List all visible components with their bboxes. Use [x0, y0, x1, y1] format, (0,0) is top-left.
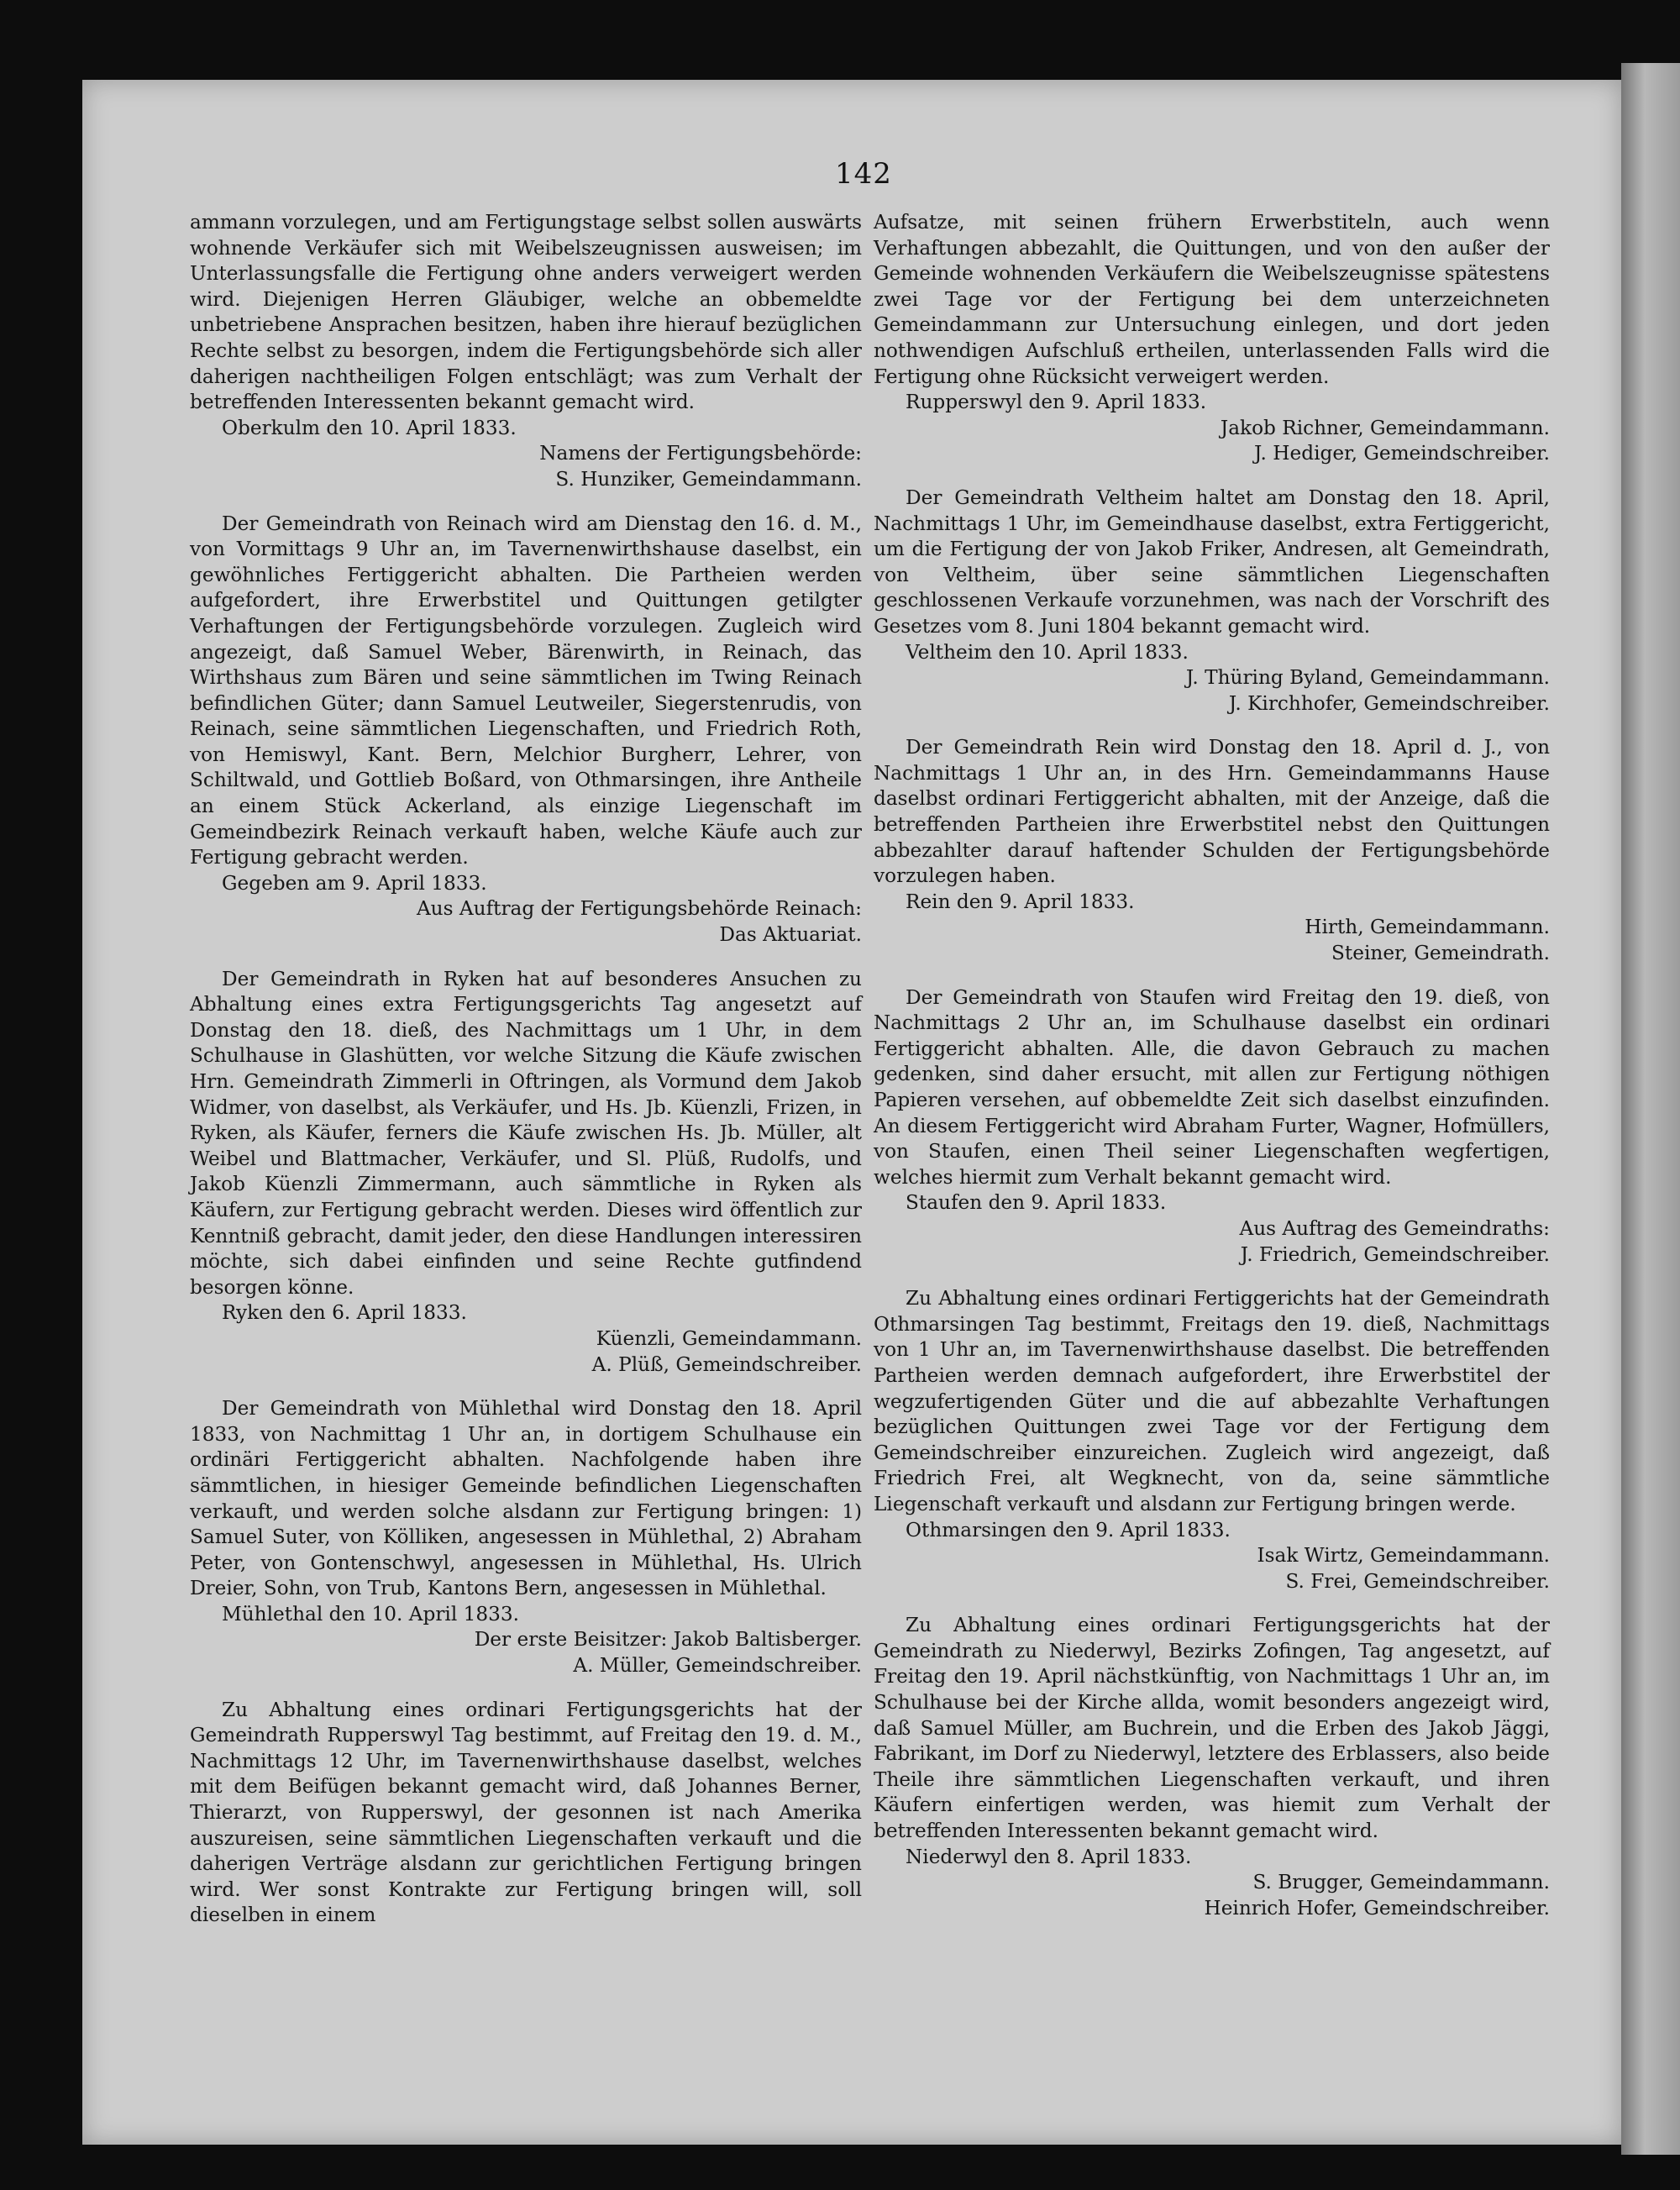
notice	[190, 967, 862, 1379]
signature-line: Namens der Fertigungsbehörde:	[539, 442, 862, 465]
notice	[874, 1286, 1550, 1594]
signature-line: Aus Auftrag der Fertigungsbehörde Reinach:	[416, 897, 862, 921]
place-date-line: Gegeben am 9. April 1833.	[222, 871, 487, 895]
notice	[874, 1613, 1550, 1921]
notice-body: Aufsatze, mit seinen frühern Erwerbstiteln, auch wenn Verhaftungen abbezahlt, die Quittungen, und von den außer der Gemeinde wohnenden Verkäufern die Weibelszeugnisse spätestens zwei Tage vor der Fertigung bei dem unterzeichneten Gemeindammann zur Untersuchung einlegen, und dort jeden nothwendigen Aufschluß ertheilen, unterlassenden Falls wird die Fertigung ohne Rücksicht verweigert werden.	[874, 211, 1550, 388]
signature-line: J. Hediger, Gemeindschreiber.	[1254, 442, 1550, 465]
signature-line: Steiner, Gemeindrath.	[1331, 942, 1550, 965]
place-date-line: Oberkulm den 10. April 1833.	[222, 416, 517, 439]
signature-line: S. Frei, Gemeindschreiber.	[1285, 1569, 1550, 1593]
signature-line: A. Plüß, Gemeindschreiber.	[591, 1352, 862, 1376]
place-date-line: Veltheim den 10. April 1833.	[906, 640, 1189, 664]
document-page	[82, 80, 1621, 2145]
notice-body: Zu Abhaltung eines ordinari Fertigungsgerichts hat der Gemeindrath Rupperswyl Tag bestimmt, auf Freitag den 19. d. M., Nachmittags 12 Uhr, im Tavernenwirthshause daselbst, welches mit dem Beifügen bekannt gemacht wird, daß Johannes Berner, Thierarzt, von Rupperswyl, der gesonnen ist nach Amerika auszureisen, seine sämmtlichen Liegenschaften verkauft und die daherigen Verträge alsdann zur gerichtlichen Fertigung bringen wird. Wer sonst Kontrakte zur Fertigung bringen will, soll dieselben in einem	[190, 1698, 862, 1927]
signature-line: A. Müller, Gemeindschreiber.	[573, 1654, 862, 1678]
signature-line: Küenzli, Gemeindammann.	[596, 1326, 862, 1350]
notice	[874, 735, 1550, 966]
place-date-line: Niederwyl den 8. April 1833.	[906, 1845, 1192, 1868]
notice	[190, 210, 862, 493]
notice-body: Der Gemeindrath in Ryken hat auf besonderes Ansuchen zu Abhaltung eines extra Fertigungsgerichts Tag angesetzt auf Donstag den 18. dieß, des Nachmittags um 1 Uhr, in dem Schulhause in Glashütten, vor welche Sitzung die Käufe zwischen Hrn. Gemeindrath Zimmerli in Oftringen, als Vormund dem Jakob Widmer, von daselbst, als Verkäufer, und Hs. Jb. Küenzli, Frizen, in Ryken, als Käufer, ferners die Käufe zwischen Hs. Jb. Müller, alt Weibel und Blattmacher, Verkäufer, und Sl. Plüß, Rudolfs, und Jakob Küenzli Zimmermann, auch sämmtliche in Ryken als Käufern, zur Fertigung gebracht werden. Dieses wird öffentlich zur Kenntniß gebracht, damit jeder, den diese Handlungen interessiren möchte, sich dabei einfinden und seine Rechte gutfindend besorgen könne.	[190, 967, 862, 1299]
place-date-line: Staufen den 9. April 1833.	[906, 1191, 1167, 1215]
signature-line: Aus Auftrag des Gemeindraths:	[1239, 1216, 1550, 1240]
notice	[874, 210, 1550, 467]
notice-body: Zu Abhaltung eines ordinari Fertiggerichts hat der Gemeindrath Othmarsingen Tag bestimmt, Freitags den 19. dieß, Nachmittags von 1 Uhr an, im Tavernenwirthshause daselbst. Die betreffenden Partheien werden demnach aufgefordert, ihre Erwerbstitel der wegzufertigenden Güter und die auf abbezahlte Verhaftungen bezüglichen Quittungen zwei Tage vor der Fertigung dem Gemeindschreiber einzureichen. Zugleich wird angezeigt, daß Friedrich Frei, alt Wegknecht, von da, seine sämmtliche Liegenschaft verkauft und alsdann zur Fertigung bringen werde.	[874, 1287, 1550, 1515]
notice	[874, 486, 1550, 717]
left-column	[190, 210, 862, 1947]
signature-line: S. Hunziker, Gemeindammann.	[555, 467, 862, 491]
place-date-line: Ryken den 6. April 1833.	[222, 1301, 467, 1325]
signature-line: J. Kirchhofer, Gemeindschreiber.	[1228, 691, 1550, 715]
notice-body: Der Gemeindrath Rein wird Donstag den 18. April d. J., von Nachmittags 1 Uhr an, in des Hrn. Gemeindammanns Hause daselbst ordinari Fertiggericht abhalten, mit der Anzeige, daß die betreffenden Partheien ihre Erwerbstitel nebst den Quittungen abbezahlter darauf haftender Schulden der Fertigungsbehörde vorzulegen haben.	[874, 736, 1550, 888]
signature-line: Isak Wirtz, Gemeindammann.	[1257, 1544, 1550, 1568]
signature-line: J. Friedrich, Gemeindschreiber.	[1240, 1242, 1550, 1266]
notice-body: Der Gemeindrath von Mühlethal wird Donstag den 18. April 1833, von Nachmittag 1 Uhr an, in dortigem Schulhause ein ordinäri Fertiggericht abhalten. Nachfolgende haben ihre sämmtlichen, in hiesiger Gemeinde befindlichen Liegenschaften verkauft, und werden solche alsdann zur Fertigung bringen: 1) Samuel Suter, von Kölliken, angesessen in Mühlethal, 2) Abraham Peter, von Gontenschwyl, angesessen in Mühlethal, Hs. Ulrich Dreier, Sohn, von Trub, Kantons Bern, angesessen in Mühlethal.	[190, 1397, 862, 1600]
right-column	[874, 210, 1550, 1940]
notice-body: Zu Abhaltung eines ordinari Fertigungsgerichts hat der Gemeindrath zu Niederwyl, Bezirks Zofingen, Tag angesetzt, auf Freitag den 19. April nächstkünftig, von Nachmittags 1 Uhr an, im Schulhause bei der Kirche allda, womit besonders angezeigt wird, daß Samuel Müller, am Buchrein, und die Erben des Jakob Jäggi, Fabrikant, im Dorf zu Niederwyl, letztere des Erblassers, also beide Theile ihre sämmtlichen Liegenschaften verkauft, und ihren Käufern einfertigen werden, was hiemit zum Verhalt der betreffenden Interessenten bekannt gemacht wird.	[874, 1614, 1550, 1843]
notice	[190, 512, 862, 948]
signature-line: S. Brugger, Gemeindammann.	[1252, 1871, 1550, 1894]
signature-line: Das Aktuariat.	[719, 923, 862, 947]
facing-page-edge	[1621, 63, 1680, 2155]
notice-body: Der Gemeindrath von Reinach wird am Dienstag den 16. d. M., von Vormittags 9 Uhr an, im Tavernenwirthshause daselbst, ein gewöhnliches Fertiggericht abhalten. Die Partheien werden aufgefordert, ihre Erwerbstitel und Quittungen getilgter Verhaftungen der Fertigungsbehörde vorzulegen. Zugleich wird angezeigt, daß Samuel Weber, Bärenwirth, in Reinach, das Wirthshaus zum Bären und seine sämmtlichen im Twing Reinach befindlichen Güter; dann Samuel Leutweiler, Siegerstenrudis, von Reinach, seine sämmtlichen Liegenschaften, und Friedrich Roth, von Hemiswyl, Kant. Bern, Melchior Burgherr, Lehrer, von Schiltwald, und Gottlieb Boßard, von Othmarsingen, ihre Antheile an einem Stück Ackerland, als einzige Liegenschaft im Gemeindbezirk Reinach verkauft haben, welche Käufe auch zur Fertigung gebracht werden.	[190, 512, 862, 869]
place-date-line: Mühlethal den 10. April 1833.	[222, 1602, 519, 1625]
signature-line: Hirth, Gemeindammann.	[1305, 916, 1550, 939]
place-date-line: Rein den 9. April 1833.	[906, 890, 1135, 913]
page-number: 142	[835, 157, 892, 191]
notice	[190, 1698, 862, 1929]
notice-body: ammann vorzulegen, und am Fertigungstage selbst sollen auswärts wohnende Verkäufer sich mit Weibelszeugnissen ausweisen; im Unterlassungsfalle die Fertigung ohne anders verweigert werden wird. Diejenigen Herren Gläubiger, welche an obbemeldte unbetriebene Ansprachen besitzen, haben ihre hierauf bezüglichen Rechte selbst zu besorgen, indem die Fertigungsbehörde sich aller daherigen nachtheiligen Folgen entschlägt; was zum Verhalt der betreffenden Interessenten bekannt gemacht wird.	[190, 211, 862, 414]
signature-line: Der erste Beisitzer: Jakob Baltisberger.	[474, 1628, 862, 1652]
signature-line: J. Thüring Byland, Gemeindammann.	[1185, 666, 1550, 690]
place-date-line: Rupperswyl den 9. April 1833.	[906, 391, 1207, 414]
notice-body: Der Gemeindrath von Staufen wird Freitag den 19. dieß, von Nachmittags 2 Uhr an, im Schulhause daselbst ein ordinari Fertiggericht abhalten. Alle, die davon Gebrauch zu machen gedenken, sind daher ersucht, mit allen zur Fertigung nöthigen Papieren versehen, auf obbemeldte Zeit sich daselbst einzufinden. An diesem Fertiggericht wird Abraham Furter, Wagner, Hofmüllers, von Staufen, einen Theil seiner Liegenschaften wegfertigen, welches hiermit zum Verhalt bekannt gemacht wird.	[874, 985, 1550, 1189]
notice-body: Der Gemeindrath Veltheim haltet am Donstag den 18. April, Nachmittags 1 Uhr, im Gemeindhause daselbst, extra Fertiggericht, um die Fertigung der von Jakob Friker, Andresen, alt Gemeindrath, von Veltheim, über seine sämmtlichen Liegenschaften geschlossenen Verkaufe vorzunehmen, was nach der Vorschrift des Gesetzes vom 8. Juni 1804 bekannt gemacht wird.	[874, 486, 1550, 638]
notice	[874, 985, 1550, 1268]
signature-line: Jakob Richner, Gemeindammann.	[1220, 416, 1550, 439]
notice	[190, 1396, 862, 1679]
place-date-line: Othmarsingen den 9. April 1833.	[906, 1518, 1231, 1541]
signature-line: Heinrich Hofer, Gemeindschreiber.	[1204, 1896, 1550, 1920]
